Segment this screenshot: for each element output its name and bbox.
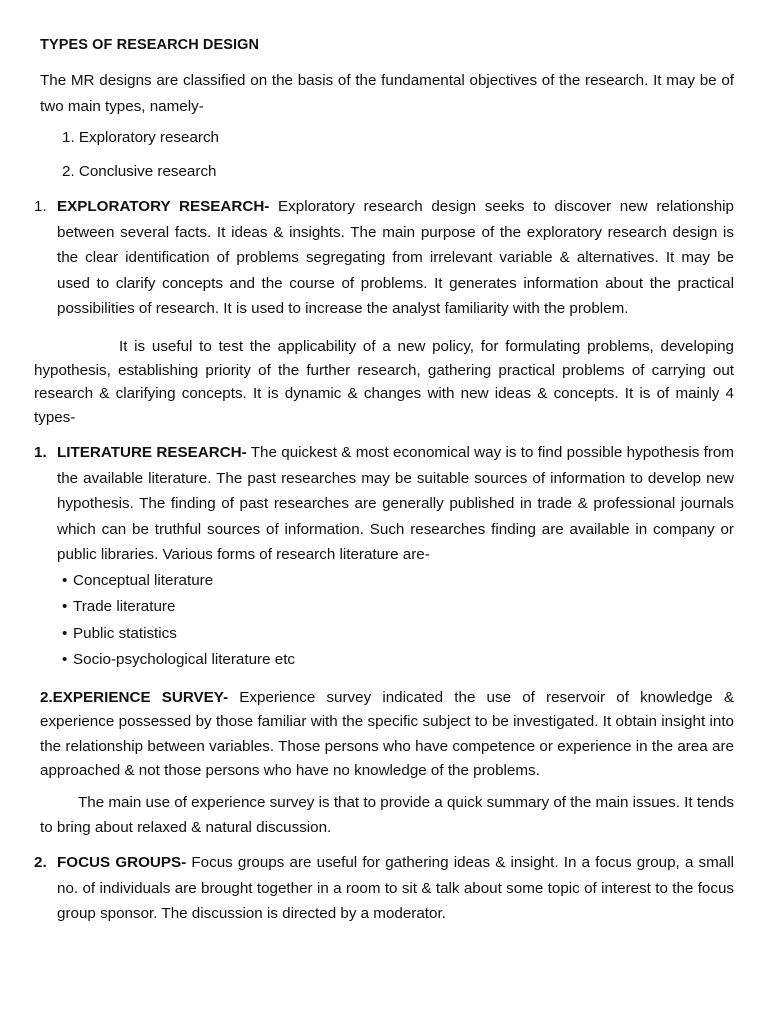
- focus-number: 2.: [34, 854, 47, 871]
- bullet-text: Socio-psychological literature etc: [73, 651, 296, 668]
- focus-paragraph: [57, 850, 734, 927]
- exploratory-number: 1.: [34, 198, 47, 215]
- bullet-text: Public statistics: [73, 625, 177, 642]
- bullet-symbol: •: [62, 598, 68, 615]
- experience-heading: 2.EXPERIENCE SURVEY-: [40, 689, 229, 706]
- focus-text: Focus groups are useful for gathering ideas & insight. In a focus group, a small no. of individuals are brought together in a room to sit & talk about some topic of interest to the focus group sponsor. The discussion is directed by a moderator.: [57, 854, 734, 922]
- bullet-item: [62, 597, 175, 617]
- exploratory-usefulness-text: It is useful to test the applicability of a new policy, for formulating problems, developing hypothesis, establishing priority of the further research, gathering practical problems of carrying out research & clarifying concepts. It is dynamic & changes with new ideas & concepts. It is of mainly 4 types-: [34, 338, 734, 426]
- bullet-text: Trade literature: [73, 598, 176, 615]
- literature-paragraph: [57, 440, 734, 568]
- experience-text: Experience survey indicated the use of reservoir of knowledge & experience possessed by those familiar with the specific subject to be investigated. It obtain insight into the relationship between variables. Those persons who have competence or experience in the area are approached & not those persons who have no knowledge of the problems.: [40, 689, 734, 779]
- literature-heading: LITERATURE RESEARCH-: [57, 444, 247, 461]
- exploratory-heading: EXPLORATORY RESEARCH-: [57, 198, 270, 215]
- main-type-item: 2. Conclusive research: [62, 163, 217, 180]
- bullet-text: Conceptual literature: [73, 572, 214, 589]
- document-title: TYPES OF RESEARCH DESIGN: [40, 37, 260, 53]
- exploratory-usefulness-paragraph: [34, 335, 734, 429]
- bullet-symbol: •: [62, 572, 68, 589]
- bullet-item: [62, 624, 177, 644]
- bullet-item: [62, 571, 213, 591]
- literature-text: The quickest & most economical way is to find possible hypothesis from the available literature. The past researches may be suitable sources of information to develop new hypothesis. The finding of past researches are generally published in trade & professional journals which can be truthful sources of information. Such researches finding are available in company or public libraries. Various forms of research literature are-: [57, 444, 734, 563]
- bullet-symbol: •: [62, 625, 68, 642]
- experience-main-use-text: The main use of experience survey is that to provide a quick summary of the main issues. It tends to bring about relaxed & natural discussion.: [40, 794, 734, 836]
- focus-heading: FOCUS GROUPS-: [57, 854, 187, 871]
- bullet-item: [62, 650, 295, 670]
- experience-paragraph: [40, 686, 734, 783]
- exploratory-paragraph: [57, 194, 734, 322]
- exploratory-text: Exploratory research design seeks to discover new relationship between several facts. It ideas & insights. The main purpose of the exploratory research design is the clear identification of problems segregating from irrelevant variable & alternatives. It may be used to clarify concepts and the course of problems. It generates information about the practical possibilities of research. It is used to increase the analyst familiarity with the problem.: [57, 198, 735, 317]
- literature-number: 1.: [34, 444, 47, 461]
- main-type-item: 1. Exploratory research: [62, 129, 220, 146]
- experience-main-use-paragraph: [40, 791, 734, 840]
- bullet-symbol: •: [62, 651, 68, 668]
- intro-paragraph: The MR designs are classified on the basis of the fundamental objectives of the research. It may be of two main types, namely-: [40, 72, 734, 115]
